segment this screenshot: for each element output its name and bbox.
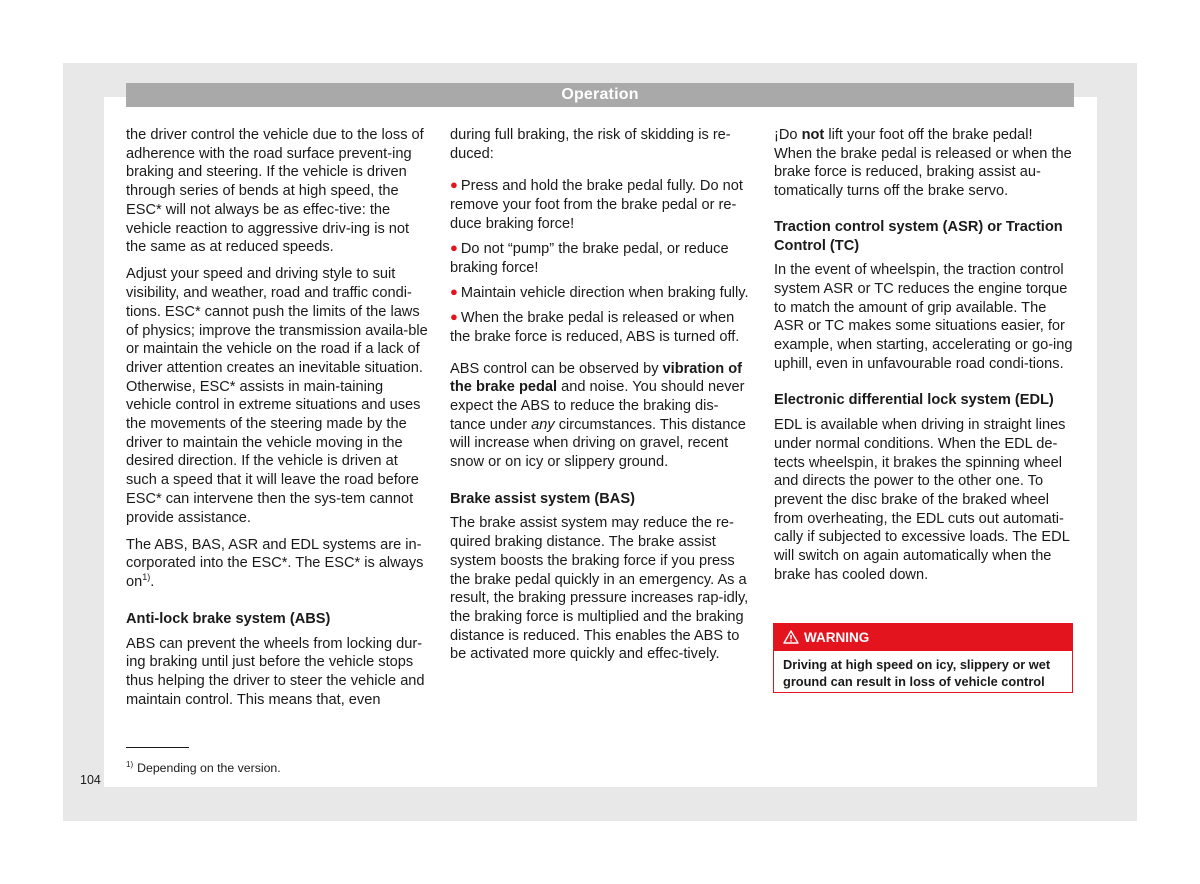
emphasis-text: any — [531, 416, 555, 433]
footnote-marker: 1) — [126, 760, 134, 769]
paragraph: Adjust your speed and driving style to suit visibility, and weather, road and traffic condi-tions. ESC* cannot push the limits of the laws of physics; improve the transmission availa-ble or maintain the vehicle on the road if a lack of driver attention creates an inevitable situation. Otherwise, ESC* assists in main-taining vehicle control in extreme situations and uses the movements of the steering made by the driver to maintain the vehicle moving in the desired direction. If the vehicle is driven at such a speed that it will leave the road before ESC* can intervene then the sys-tem cannot provide assistance. — [126, 266, 428, 526]
warning-header — [774, 624, 1072, 651]
column-1 — [126, 126, 428, 718]
bullet-dot-icon: ● — [450, 283, 458, 299]
bullet-text: Press and hold the brake pedal fully. Do not remove your foot from the brake pedal or re-duce braking force! — [450, 178, 743, 232]
bullet-text: Maintain vehicle direction when braking fully. — [460, 284, 749, 301]
footnote — [126, 761, 281, 775]
paragraph: In the event of wheelspin, the traction control system ASR or TC reduces the engine torque to match the amount of grip available. The ASR or TC makes some situations easier, for example, when starting, accelerating or go-ing uphill, even in unfavourable road condi-tions. — [774, 262, 1073, 372]
footnote-text: Depending on the version. — [137, 761, 281, 775]
warning-triangle-icon — [783, 626, 799, 640]
paragraph-text: . — [150, 574, 155, 591]
paragraph: EDL is available when driving in straight lines under normal conditions. When the EDL de-tects wheelspin, it brakes the spinning wheel and directs the power to the other one. To prevent the disc brake of the braked wheel from overheating, the EDL cuts out automati-cally if subjected to excessive loads. The EDL will switch on again automatically when the brake has cooled down. — [774, 417, 1070, 583]
footnote-divider — [126, 747, 189, 748]
bullet-dot-icon: ● — [450, 309, 458, 325]
section-header — [126, 83, 1074, 107]
bullet-item — [450, 283, 752, 303]
bullet-dot-icon: ● — [450, 177, 458, 193]
bullet-item — [450, 239, 752, 277]
emphasis-text: vibration of the brake pedal — [450, 360, 743, 396]
page-number: 104 — [80, 773, 101, 787]
paragraph-text: and noise. You should never expect the ABS to reduce the braking dis-tance under — [450, 379, 745, 433]
heading-asr: Traction control system (ASR) or Traction Control (TC) — [774, 218, 1063, 254]
bullet-item — [450, 176, 752, 233]
paragraph — [450, 360, 752, 472]
paragraph — [774, 126, 1074, 201]
paragraph-text: ABS control can be observed by — [450, 360, 663, 377]
warning-title: WARNING — [804, 630, 870, 645]
bullet-text: Do not “pump” the brake pedal, or reduce braking force! — [450, 241, 729, 276]
paragraph-text: ¡Do — [774, 127, 802, 143]
section-title: Operation — [561, 86, 639, 103]
heading-abs: Anti-lock brake system (ABS) — [126, 610, 331, 627]
emphasis-text: not — [801, 127, 825, 143]
bullet-dot-icon: ● — [450, 240, 458, 256]
footnote-ref: 1) — [142, 572, 151, 583]
heading-edl: Electronic differential lock system (EDL) — [774, 392, 1054, 409]
column-3 — [774, 126, 1074, 593]
bullet-text: When the brake pedal is released or when the brake force is reduced, ABS is turned off. — [450, 310, 740, 345]
paragraph: the driver control the vehicle due to the loss of adherence with the road surface prevent-ing braking and steering. If the vehicle is driven through series of bends at high speed, the ESC* will not always be as effec-tive: the vehicle reaction to aggressive driv-ing is not the same as at reduced speeds. — [126, 127, 424, 256]
warning-text: Driving at high speed on icy, slippery or wet ground can result in loss of vehicle control — [783, 657, 1051, 689]
paragraph: ABS can prevent the wheels from locking dur-ing braking until just before the vehicle stops thus helping the driver to steer the vehicle and maintain control. This means that, even — [126, 635, 425, 708]
warning-box — [773, 623, 1073, 693]
paragraph — [126, 536, 428, 592]
heading-bas: Brake assist system (BAS) — [450, 490, 635, 507]
paragraph: during full braking, the risk of skidding is re-duced: — [450, 127, 731, 162]
paragraph: The brake assist system may reduce the re-quired braking distance. The brake assist system boosts the braking force if you press the brake pedal quickly in an emergency. As a result, the braking pressure increases rap-idly, the braking force is multiplied and the braking distance is reduced. This enables the ABS to be activated more quickly and effec-tively. — [450, 515, 749, 663]
paragraph-text: circumstances. This distance will increase when driving on gravel, recent snow or on icy or slippery ground. — [450, 416, 746, 471]
paragraph-text: The ABS, BAS, ASR and EDL systems are in-corporated into the ESC*. The ESC* is always on — [126, 536, 424, 591]
bullet-item — [450, 308, 752, 346]
paragraph-text: lift your foot off the brake pedal! When the brake pedal is released or when the brake force is reduced, braking assist au-tomatically turns off the brake servo. — [774, 127, 1072, 200]
column-2 — [450, 126, 752, 673]
